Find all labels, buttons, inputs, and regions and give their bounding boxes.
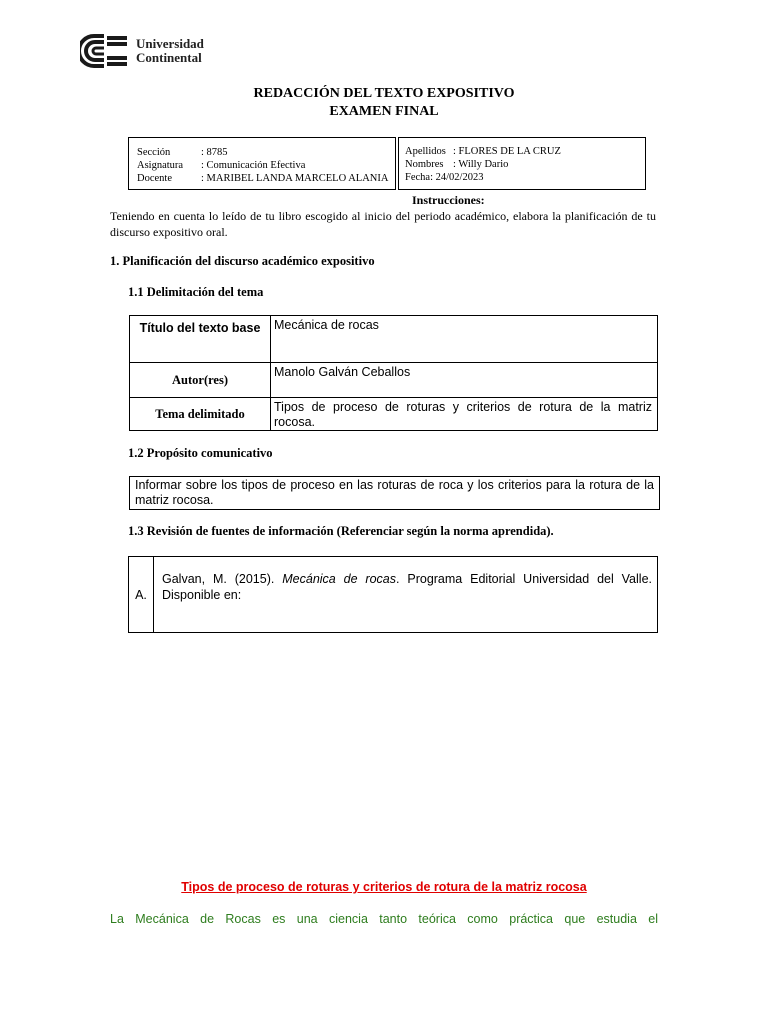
purpose-box: Informar sobre los tipos de proceso en las roturas de roca y los criterios para la rotura de la matriz rocosa. xyxy=(129,476,660,510)
universidad-continental-logo-icon xyxy=(80,34,130,68)
section-1-2-heading: 1.2 Propósito comunicativo xyxy=(128,446,273,460)
titulo-value: Mecánica de rocas xyxy=(271,316,658,363)
ref-letter: A. xyxy=(135,587,147,602)
nombres-label: Nombres xyxy=(405,159,444,170)
logo-text xyxy=(136,37,204,65)
essay-title: Tipos de proceso de roturas y criterios de rotura de la matriz rocosa xyxy=(181,880,587,894)
theme-table xyxy=(129,315,658,431)
table-row xyxy=(130,363,658,398)
tema-label: Tema delimitado xyxy=(130,398,271,431)
autor-value: Manolo Galván Ceballos xyxy=(271,363,658,398)
instructions-text: Teniendo en cuenta lo leído de tu libro escogido al inicio del periodo académico, elabora la planificación de tu discurso expositivo oral. xyxy=(110,209,656,239)
instructions-heading: Instrucciones: xyxy=(412,193,485,207)
table-row xyxy=(130,316,658,363)
ref-post: . Programa Editorial Universidad del Valle. Disponible en: xyxy=(162,572,652,602)
table-row xyxy=(129,557,658,633)
fecha: Fecha: 24/02/2023 xyxy=(405,172,484,183)
asignatura-label: Asignatura xyxy=(137,160,184,171)
section-1-3-heading: 1.3 Revisión de fuentes de información (Referenciar según la norma aprendida). xyxy=(128,524,554,538)
table-row xyxy=(130,398,658,431)
student-info xyxy=(398,137,646,190)
ref-letter-cell xyxy=(129,557,154,633)
apellidos-value: : FLORES DE LA CRUZ xyxy=(453,146,561,157)
logo-line1: Universidad xyxy=(136,36,204,51)
titulo-label: Título del texto base xyxy=(130,316,271,363)
nombres-value: : Willy Dario xyxy=(453,159,509,170)
university-logo xyxy=(80,34,220,68)
section-1-heading: 1. Planificación del discurso académico expositivo xyxy=(110,254,375,268)
ref-pre: Galvan, M. (2015). xyxy=(162,572,283,586)
logo-line2: Continental xyxy=(136,50,202,65)
document-subtitle: EXAMEN FINAL xyxy=(329,104,439,119)
seccion-value: : 8785 xyxy=(201,147,228,158)
document-title: REDACCIÓN DEL TEXTO EXPOSITIVO xyxy=(253,86,515,101)
ref-cell xyxy=(154,557,658,633)
references-table xyxy=(128,556,658,633)
essay-first-line: La Mecánica de Rocas es una ciencia tanto teórica como práctica que estudia el xyxy=(110,912,658,926)
student-info-box xyxy=(128,137,644,190)
autor-label: Autor(res) xyxy=(130,363,271,398)
seccion-label: Sección xyxy=(137,147,171,158)
ref-italic: Mecánica de rocas xyxy=(282,572,396,586)
course-info xyxy=(128,137,396,190)
docente-value: : MARIBEL LANDA MARCELO ALANIA xyxy=(201,173,389,184)
section-1-1-heading: 1.1 Delimitación del tema xyxy=(128,285,264,299)
box-divider xyxy=(395,137,396,190)
tema-value: Tipos de proceso de roturas y criterios de rotura de la matriz rocosa. xyxy=(271,398,658,431)
docente-label: Docente xyxy=(137,173,172,184)
asignatura-value: : Comunicación Efectiva xyxy=(201,160,306,171)
apellidos-label: Apellidos xyxy=(405,146,446,157)
